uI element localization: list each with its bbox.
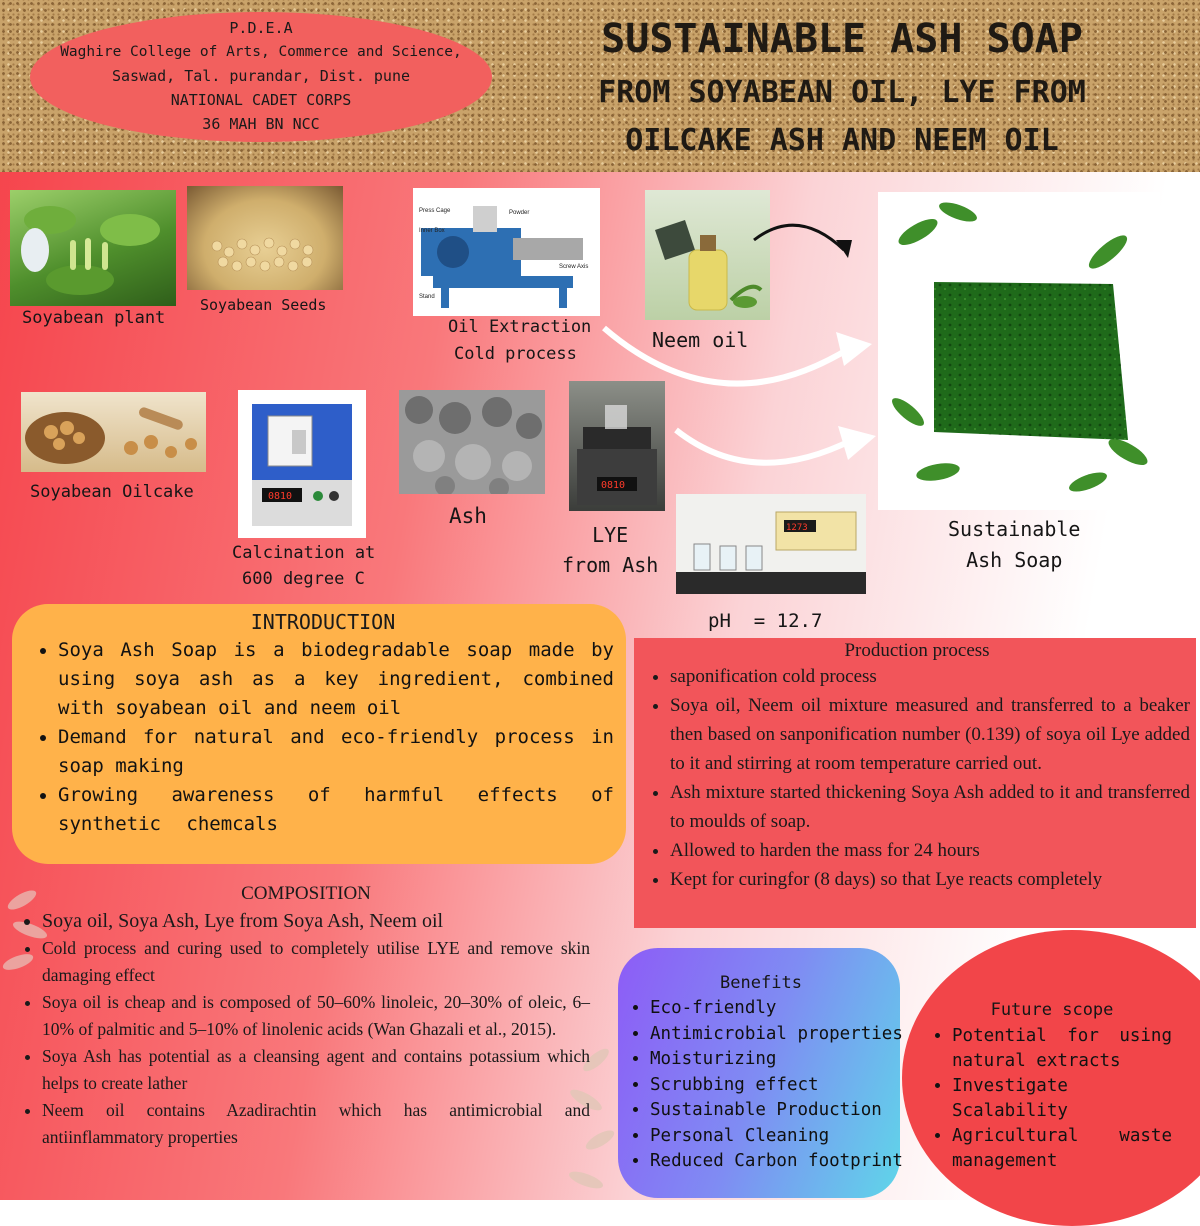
- oil-extraction-line-2: Cold process: [454, 344, 577, 364]
- composition-heading: COMPOSITION: [241, 883, 371, 904]
- list-item: • saponification cold process: [670, 662, 1190, 691]
- list-item: • Cold process and curing used to completely utilise LYE and remove skin damaging effect: [42, 935, 590, 989]
- list-item: • Reduced Carbon footprint: [650, 1149, 894, 1175]
- future-scope-panel: [902, 930, 1200, 1226]
- title-line-3: OILCAKE ASH AND NEEM OIL: [625, 123, 1059, 158]
- list-item: • Soya oil, Soya Ash, Lye from Soya Ash, Neem oil: [42, 908, 590, 935]
- furnace-display: 0810: [268, 491, 293, 502]
- poster-title: [492, 14, 1192, 168]
- machine-label: Powder: [509, 210, 530, 216]
- list-item: • Allowed to harden the mass for 24 hours: [670, 836, 1190, 865]
- list-item: • Eco-friendly: [650, 996, 894, 1022]
- introduction-heading: INTRODUCTION: [250, 610, 396, 634]
- soyabean-seeds-photo: [187, 186, 343, 290]
- soyabean-plant-photo: [10, 190, 176, 306]
- oil-extraction-machine-photo: [413, 188, 600, 316]
- ash-caption: Ash: [449, 504, 487, 528]
- list-item: • Scrubbing effect: [650, 1073, 894, 1099]
- production-heading: Production process: [844, 640, 990, 661]
- list-item: • Moisturizing: [650, 1047, 894, 1073]
- benefits-heading: Benefits: [720, 973, 802, 993]
- header-banner: [0, 0, 1200, 172]
- neem-oil-caption: Neem oil: [652, 328, 749, 352]
- lye-line-2: from Ash: [562, 553, 659, 577]
- machine-label: Stand: [419, 294, 435, 300]
- meter-display: 1273: [786, 523, 808, 533]
- benefits-list: [628, 996, 903, 1175]
- list-item: • Soya Ash has potential as a cleansing agent and contains potassium which helps to create lather: [42, 1043, 590, 1097]
- machine-label: Press Cage: [419, 208, 451, 214]
- list-item: • Growing awareness of harmful effects of synthetic chemcals: [58, 781, 614, 839]
- list-item: • Personal Cleaning: [650, 1124, 894, 1150]
- soyabean-oilcake-photo: [21, 392, 206, 472]
- future-list: [932, 1024, 1172, 1174]
- production-process-panel: [634, 638, 1196, 928]
- introduction-list: [32, 636, 614, 839]
- ash-soap-photo: [878, 192, 1160, 510]
- org-line: Waghire College of Arts, Commerce and Science,: [60, 44, 462, 60]
- composition-list: [22, 908, 590, 1151]
- oil-extraction-caption: [448, 314, 591, 368]
- list-item: • Neem oil contains Azadirachtin which has antimicrobial and antiinflammatory properties: [42, 1097, 590, 1151]
- list-item: • Soya Ash Soap is a biodegradable soap made by using soya ash as a key ingredient, combined with soyabean oil and neem oil: [58, 636, 614, 723]
- list-item: • Soya oil, Neem oil mixture measured and transferred to a beaker then based on sanponification number (0.139) of soya oil Lye added to it and stirring at room temperature carried out.: [670, 691, 1190, 778]
- list-item: • Agricultural waste management: [952, 1124, 1172, 1174]
- list-item: • Antimicrobial properties: [650, 1022, 894, 1048]
- list-item: • Investigate Scalability: [952, 1074, 1172, 1124]
- list-item: • Soya oil is cheap and is composed of 50–60% linoleic, 20–30% of oleic, 6–10% of palmitic and 5–10% of linolenic acids (Wan Ghazali et al., 2015).: [42, 989, 590, 1043]
- oil-extraction-line-1: Oil Extraction: [448, 317, 592, 337]
- list-item: • Potential for using natural extracts: [952, 1024, 1172, 1074]
- introduction-panel: [12, 604, 626, 864]
- calcination-line-1: Calcination at: [232, 543, 376, 563]
- org-line: Saswad, Tal. purandar, Dist. pune: [111, 67, 410, 85]
- production-list: [644, 662, 1190, 894]
- lye-line-1: LYE: [592, 523, 629, 547]
- org-line: 36 MAH BN NCC: [202, 115, 320, 133]
- calcination-caption: [232, 540, 375, 592]
- soap-caption-line-2: Ash Soap: [966, 548, 1063, 572]
- machine-label: Inner Box: [419, 228, 445, 234]
- calcination-line-2: 600 degree C: [242, 569, 365, 589]
- curved-arrow-icon: [748, 206, 860, 266]
- oilcake-caption: Soyabean Oilcake: [30, 482, 194, 502]
- org-line: NATIONAL CADET CORPS: [170, 91, 352, 109]
- ash-photo: [399, 390, 545, 494]
- soap-caption-line-1: Sustainable: [948, 517, 1081, 541]
- soyabean-seeds-caption: Soyabean Seeds: [200, 296, 327, 314]
- benefits-panel: [618, 948, 903, 1198]
- hot-plate-stirrer-photo: [569, 381, 665, 511]
- list-item: • Kept for curingfor (8 days) so that Lye reacts completely: [670, 865, 1190, 894]
- title-line-1: SUSTAINABLE ASH SOAP: [601, 16, 1083, 62]
- title-line-2: FROM SOYABEAN OIL, LYE FROM: [598, 75, 1086, 110]
- soap-caption: [948, 514, 1080, 576]
- institution-ellipse: [30, 12, 492, 142]
- list-item: • Demand for natural and eco-friendly process in soap making: [58, 723, 614, 781]
- stirrer-display: 0810: [601, 480, 626, 491]
- ph-value: pH = 12.7: [708, 610, 823, 632]
- ph-meter-photo: [676, 494, 866, 594]
- lye-caption: [562, 520, 658, 580]
- machine-label: Screw Axis: [559, 264, 589, 270]
- soyabean-plant-caption: Soyabean plant: [22, 308, 166, 328]
- list-item: • Ash mixture started thickening Soya Ash added to it and transferred to moulds of soap.: [670, 778, 1190, 836]
- white-arrow-icon: [672, 420, 882, 490]
- org-line: P.D.E.A: [229, 19, 293, 37]
- muffle-furnace-photo: [238, 390, 366, 538]
- composition-section: [22, 880, 590, 1190]
- list-item: • Sustainable Production: [650, 1098, 894, 1124]
- future-heading: Future scope: [990, 1000, 1114, 1020]
